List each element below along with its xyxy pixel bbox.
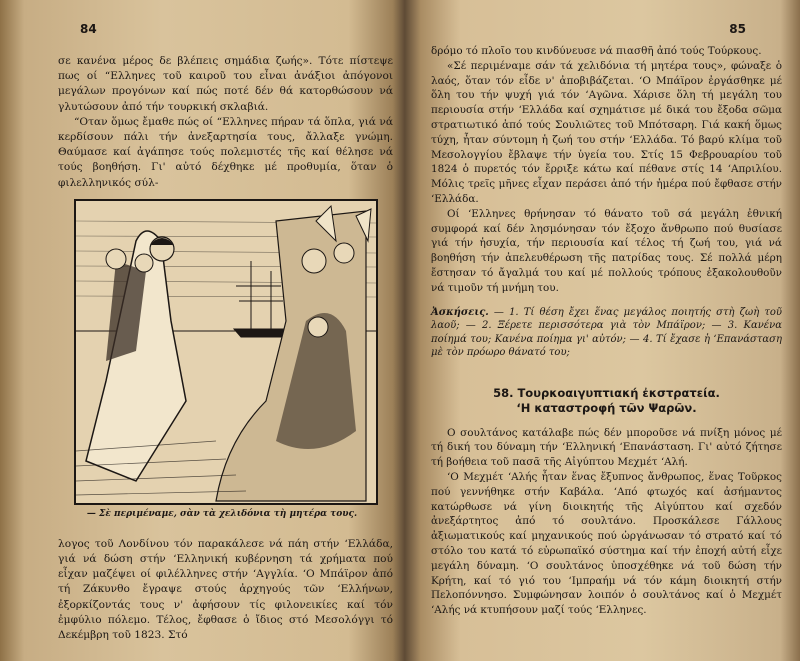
exercises-label: Ἀσκήσεις.	[431, 306, 489, 318]
section-heading-line-1: 58. Τουρκοαιγυπτιακή ἐκστρατεία.	[493, 385, 720, 400]
illustration-drawing	[76, 201, 376, 503]
section-paragraph-1: Ο σουλτάνος κατάλαβε πώς δέν μποροῦσε νά πνίξη μόνος μέ τή δική του δύναμη τήν ‘Ελληνική ‘Επανάσταση. Γι' αὐτό ζήτησε τή βοήθεια τοῦ πασᾶ τῆς Αἰγύπτου Μεχμέτ ‘Αλή.	[431, 426, 782, 469]
exercises-block	[431, 306, 782, 360]
illustration-caption: — Σὲ περιμέναμε, σὰν τὰ χελιδόνια τὴ μητέρα τους.	[86, 508, 358, 519]
right-paragraph-3: Οί ‘Ελληνες θρήνησαν τό θάνατο τοῦ σά μεγάλη ἐθνική συμφορά καί δέν λησμόνησαν τόν ἔξοχο ἄνθρωπο πού θυσίασε γιά τήν ἡσυχία, τήν περιουσία καί τέλος τή ζωή του, γιά νά βοηθήση τήν ἀπελευθέρωση τῆς πατρίδας τους. Σέ πολλά μέρη ἔστησαν τό ἄγαλμά του καί μέ πολλούς τρόπους ἐξακολουθοῦν νά τιμοῦν τή μνήμη του.	[431, 207, 782, 294]
page-number-left: 84	[80, 22, 97, 36]
byron-illustration	[74, 199, 378, 505]
section-heading-line-2: ‘Η καταστροφή τῶν Ψαρῶν.	[516, 400, 697, 415]
right-paragraph-1: δρόμο τό πλοῖο του κινδύνευσε νά πιασθῆ ἀπό τούς Τούρκους.	[431, 45, 762, 57]
left-bottom-paragraph: λογος τοῦ Λονδίνου τόν παρακάλεσε νά πάη στήν ‘Ελλάδα, γιά νά δώση στήν ‘Ελληνική κυβέρνηση τά χρήματα πού εἶχαν μαζέψει οί φιλέλληνες στήν ‘Αγγλία. ‘Ο Μπάϊρον ἀπό τή Ζάκυνθο ἔγραψε στούς ἀρχηγούς τῶν ‘Ελλήνων, ἐξορκίζοντάς τους ν' ἀφήσουν τίς φιλονεικίες καί τόν ἐμφύλιο πόλεμο. Τέλος, ἔφθασε ὁ ἴδιος στό Μεσολόγγι τό Δεκέμβρη τοῦ 1823. Στό	[58, 537, 393, 642]
right-page	[405, 0, 800, 661]
right-paragraph-2: «Σέ περιμέναμε σάν τά χελιδόνια τή μητέρα τους», φώναξε ὁ λαός, ὅταν τόν εἶδε ν' ἀποβιβάζεται. ‘Ο Μπάϊρον ἐργάσθηκε μέ ὅλη του τήν ψυχή γιά τόν ‘Αγῶνα. Χάρισε ὅλη τή μεγάλη του περιουσία στήν ‘Ελλάδα καί σχημάτισε μέ δικά του ἔξοδα σῶμα στρατιωτικό ἀπό τούς Σουλιῶτες τοῦ Μπότσαρη. Γιά κακή ὅμως τύχη, ἦταν σύντομη ἡ ζωή του στήν ‘Ελλάδα. Τό βαρύ κλίμα τοῦ Μεσολογγίου ἔβλαψε τήν ὑγεία του. Στίς 15 Φεβρουαρίου τοῦ 1824 ὁ πυρετός τόν ἔρριξε κάτω καί πέθανε στίς 14 ‘Απριλίου. Μόλις τρεῖς μῆνες εἶχαν περάσει ἀπό τήν ἡμέρα πού ἔφθασε στήν ‘Ελλάδα.	[431, 59, 782, 205]
section-paragraph-2: ‘Ο Μεχμέτ ‘Αλής ἦταν ἕνας ἔξυπνος ἄνθρωπος, ἕνας Τοῦρκος πού γεννήθηκε στήν Καβάλα. ‘Από φτωχός καί ἀσήμαντος κατώρθωσε νά γίνη διοικητής τῆς Αἰγύπτου καί σχεδόν ἀνεξάρτητος ἀπό τό σουλτάνο. Προσκάλεσε Γάλλους ἀξιωματικούς καί μηχανικούς πού ὠργάνωσαν τό στρατό καί τό στόλο του κατά τό εὐρωπαϊκό σύστημα καί τήν ἐποχή αὐτή εἶχε μεγάλη δύναμη. ‘Ο σουλτάνος ὑποσχέθηκε νά τοῦ δώση τήν Κρήτη, καί τό γιό του ‘Ιμπραήμ νά τόν κάμη διοικητή στήν Πελοπόννησο. Συμφώνησαν λοιπόν ὁ σουλτάνος καί ὁ Μεχμέτ ‘Αλής νά κτυπήσουν μαζί τούς ‘Ελληνες.	[431, 470, 782, 617]
left-paragraph-2: “Οταν ὅμως ἔμαθε πώς οί “Ελληνες πήραν τά ὅπλα, γιά νά κερδίσουν πάλι τήν ἀνεξαρτησία τους, ἄλλαξε γνώμη. Θαύμασε καί ἀγάπησε τούς πολεμιστές τῆς καί θέλησε νά τούς βοηθήση. Γι' αὐτό δέχθηκε μέ προθυμία, ὅταν ὁ φιλελληνικός σύλ-	[58, 115, 393, 189]
section-heading	[431, 386, 782, 416]
left-paragraph-1: σε κανένα μέρος δε βλέπεις σημάδια ζωής». Τότε πίστεψε πως οί “Ελληνες τοῦ καιροῦ του εἶναι ἀνάξιοι ἀπόγονοι μεγάλων προγόνων καί πώς ποτέ δέν θά κατορθώσουν νά γλυτώσουν ἀπό τήν τουρκική σκλαβιά.	[58, 55, 393, 113]
exercises-text: — 1. Τί θέση ἔχει ἕνας μεγάλος ποιητής στὴ ζωὴ τοῦ λαοῦ; — 2. Ξέρετε περισσότερα γιὰ τὸν Μπάϊρον; — 3. Κανένα ποίημά του; Κανένα ποίημα γι' αὐτόν; — 4. Τί ἔχασε ἡ ‘Επανάσταση μὲ τὸν πρόωρο θάνατό του;	[431, 306, 782, 359]
page-number-right: 85	[729, 22, 746, 36]
